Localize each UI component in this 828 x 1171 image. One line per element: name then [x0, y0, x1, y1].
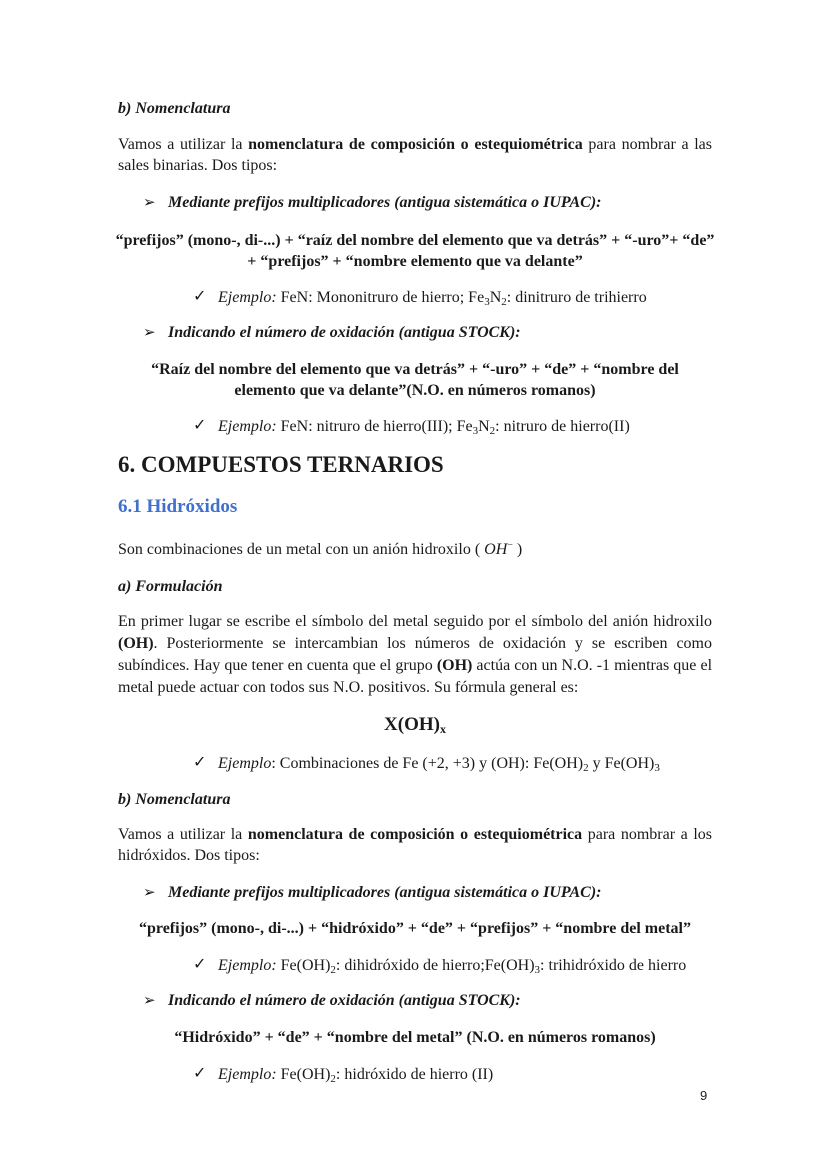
hidroxidos-prefijos-rule: “prefijos” (mono-, di-...) + “hidróxido” + “de” + “prefijos” + “nombre del metal”	[138, 920, 691, 937]
check-bullet-icon: ✓	[193, 956, 207, 973]
nomenclatura-intro: Vamos a utilizar la nomenclatura de composición o estequiométrica para nombrar a las sales binarias. Dos tipos:	[118, 136, 712, 174]
hidroxidos-stock-example: Ejemplo: $Fe(OH)_2$: hidróxido de hierro (II)	[218, 1066, 494, 1085]
check-bullet-icon: ✓	[193, 754, 207, 771]
subsection-title: 6.1 Hidróxidos	[118, 496, 238, 517]
check-bullet-icon: ✓	[193, 288, 207, 305]
check-bullet-icon: ✓	[193, 417, 207, 434]
arrow-bullet-icon: ➢	[143, 195, 156, 211]
nomenclatura-hidroxidos-heading: b) Nomenclatura	[118, 791, 231, 808]
nomenclatura-hidroxidos-intro: Vamos a utilizar la nomenclatura de composición o estequiométrica para nombrar a los hidróxidos. Dos tipos:	[118, 826, 713, 864]
hidroxidos-prefijos-example: Ejemplo: $Fe(OH)_2$: dihidróxido de $hierro;Fe(OH)_3$: trihidróxido de hierro	[218, 957, 687, 976]
arrow-bullet-icon: ➢	[143, 885, 156, 901]
hidroxidos-intro: Son combinaciones de un metal con un anión hidroxilo ( OH− )	[118, 539, 523, 558]
hidroxidos-stock-rule: “Hidróxido” + “de” + “nombre del metal” (N.O. en números romanos)	[174, 1029, 656, 1046]
arrow-bullet-icon: ➢	[143, 993, 156, 1009]
hidroxidos-prefijos-title: Mediante prefijos multiplicadores (antigua sistemática o IUPAC):	[168, 884, 602, 901]
method-stock-title: Indicando el número de oxidación (antigua STOCK):	[168, 324, 521, 341]
check-bullet-icon: ✓	[193, 1065, 207, 1082]
method-prefijos-title: Mediante prefijos multiplicadores (antigua sistemática o IUPAC):	[168, 194, 602, 211]
formulacion-heading: a) Formulación	[118, 578, 223, 595]
formulacion-paragraph: En primer lugar se escribe el símbolo del metal seguido por el símbolo del anión hidroxilo (OH). Posteriormente se intercambian los números de oxidación y se escriben como subíndices. Hay que tener en cuenta que el grupo (OH) actúa con un N.O. -1 mientras que el metal puede actuar con todos sus N.O. positivos. Su fórmula general es:	[118, 613, 713, 696]
method-stock-example: Ejemplo: FeN: nitruro de hierro(III); $Fe_3N_2$: nitruro de hierro(II)	[218, 418, 630, 437]
nomenclatura-heading: b) Nomenclatura	[118, 100, 231, 117]
hidroxidos-stock-title: Indicando el número de oxidación (antigua STOCK):	[168, 992, 521, 1009]
method-prefijos-example: Ejemplo: FeN: Mononitruro de hierro; $Fe_3N_2$: dinitruro de trihierro	[218, 289, 647, 308]
arrow-bullet-icon: ➢	[143, 325, 156, 341]
general-formula: $X(OH)_x$	[384, 714, 446, 736]
section-title: 6. COMPUESTOS TERNARIOS	[118, 452, 444, 477]
page-number: 9	[700, 1088, 708, 1103]
method-stock-rule: “Raíz del nombre del elemento que va detrás” + “-uro” + “de” + “nombre del elemento que va delante”(N.O. en números romanos)	[151, 361, 679, 399]
formulacion-example: Ejemplo: Combinaciones de Fe (+2, +3) y (OH): $Fe(OH)_2$ y $Fe(OH)_3$	[218, 755, 660, 774]
method-prefijos-rule: “prefijos” (mono-, di-...) + “raíz del nombre del elemento que va detrás” + “-uro”+ “de” + “prefijos” + “nombre elemento que va delante”	[115, 232, 715, 270]
